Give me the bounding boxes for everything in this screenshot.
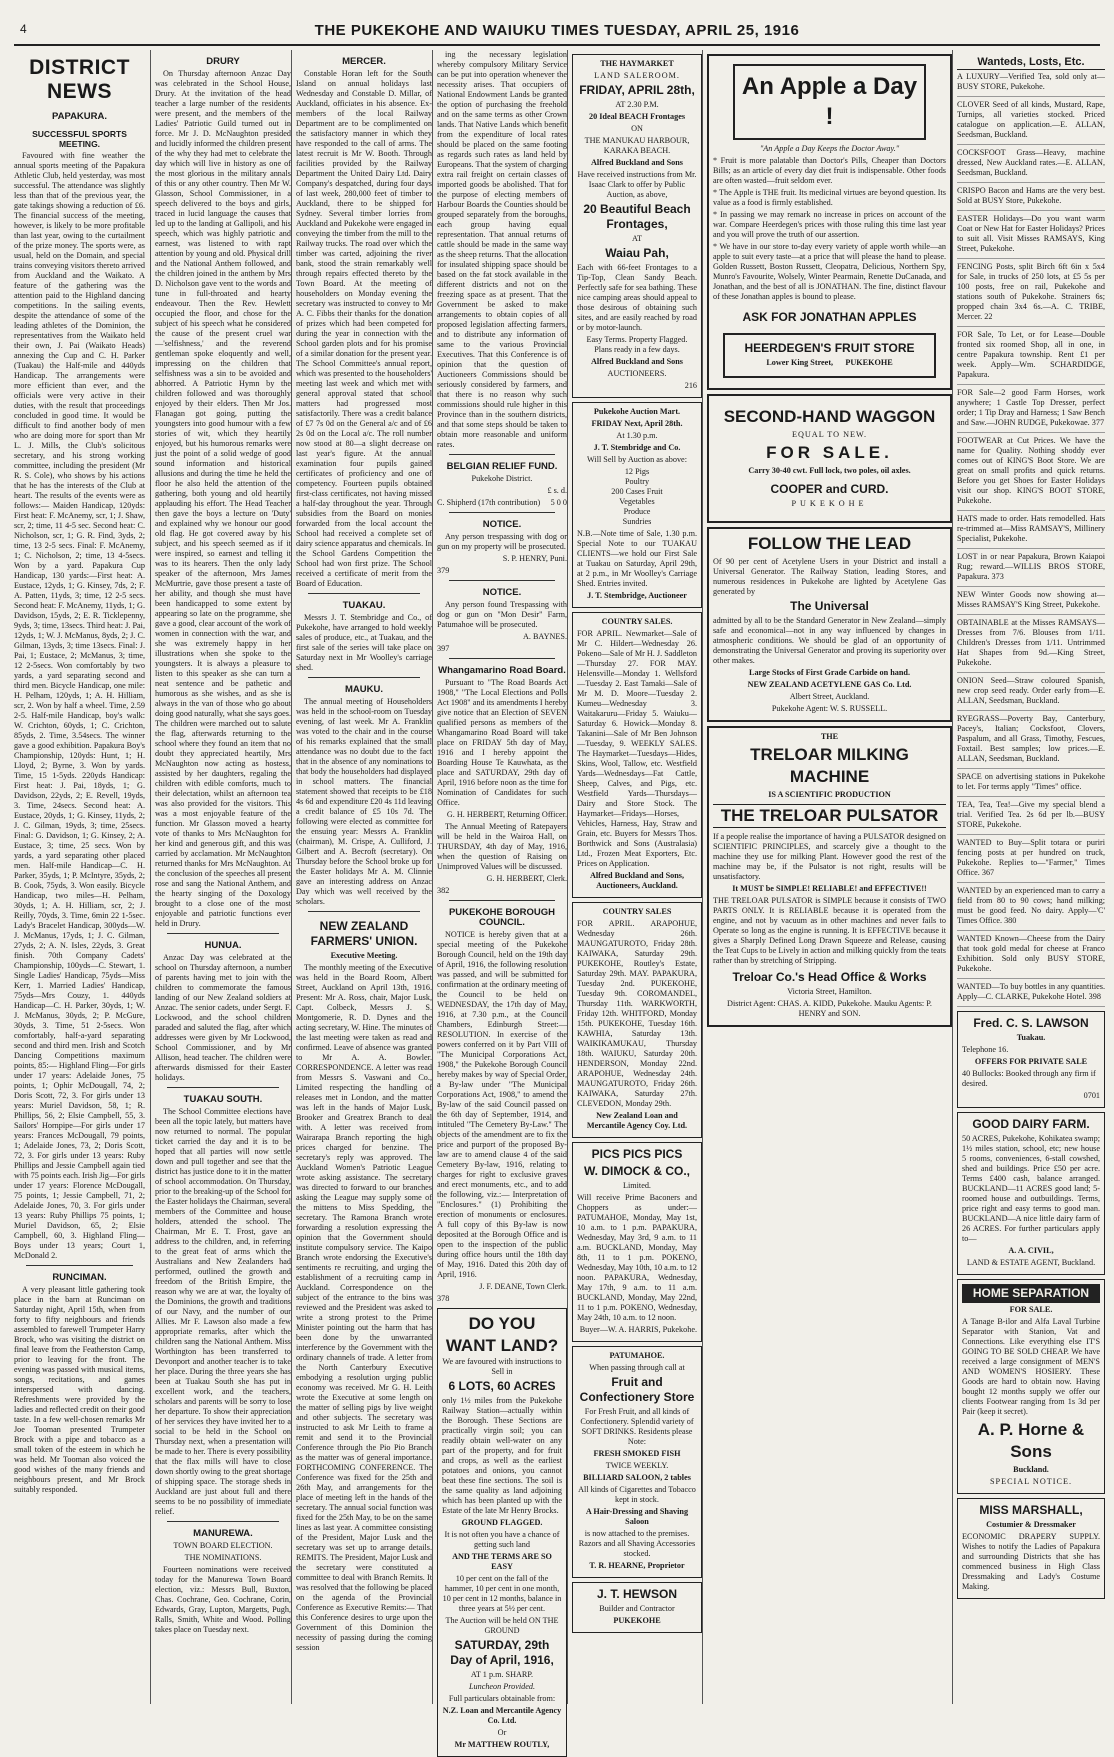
apple-ad-quote: "An Apple a Day Keeps the Doctor Away."	[759, 144, 900, 153]
papakura-subheading: SUCCESSFUL SPORTS MEETING.	[32, 129, 127, 149]
divider	[449, 580, 555, 581]
lawson-town: Tuakau.	[1016, 1033, 1046, 1042]
column-6	[702, 50, 956, 1704]
wanted-item	[957, 772, 1105, 797]
dairy-farm-agent: A. A. CIVIL,	[1008, 1246, 1054, 1255]
wanted-item	[957, 72, 1105, 97]
haymarket-sub: LAND SALEROOM.	[594, 71, 680, 80]
divider	[167, 933, 279, 934]
treloar-address: Victoria Street, Hamilton.	[787, 987, 872, 996]
waggon-ad	[707, 394, 952, 523]
wanted-item	[957, 552, 1105, 587]
land-ad	[437, 1308, 567, 1757]
wanted-item-text: WANTED to Buy—Split totara or puriri fencing posts at per hundred on truck, Pukekohe. Replies to—"Farmer," Times Office. 367	[957, 838, 1105, 877]
divider	[26, 1265, 133, 1266]
hewson-sub: Builder and Contractor	[599, 1604, 675, 1613]
acetylene-text-1: Of 90 per cent of Acetylene Users in your District and install a Universal Generator. The Railway Station, leading Stores, and numerous residences in Pukekohe are lighted by Acetylene Gas generated by	[713, 557, 946, 596]
wanted-item	[957, 886, 1105, 931]
divider	[308, 677, 420, 678]
home-separation-text: A Tanage B-ilor and Alfa Laval Turbine Separator with Stanion, Vat and Connections. Like everything else IT'S GOING TO BE SOLD CHEAP. We have received a large consignment of MEN'S AND WOMEN'S HOSIERY. These Goods are hard to obtain now. Having bought 12 months supply we offer our clients Footwear ranging from 1s 3d per Pair (keep it secret).	[962, 1317, 1100, 1416]
auction-mart-heading: Pukekohe Auction Mart.	[593, 407, 681, 416]
hewson-ad	[572, 1582, 702, 1633]
acetylene-address: Albert Street, Auckland.	[789, 692, 870, 701]
mercer-heading: MERCER.	[342, 56, 386, 67]
land-ad-text-2: only 1½ miles from the Pukekohe Railway Station—actually within the Borough. These Sections are practically virgin soil; you can readily obtain well-water on any part of the property, and for fruit and crops, as well as the earliest potatoes and onions, you cannot beat these fine sections. The soil is the same quality as land adjoining which has been planted up with the Estate of the late Mr Henry Brocks.	[442, 1396, 562, 1515]
lawson-text: 40 Bullocks: Booked through any firm if desired.	[962, 1069, 1096, 1088]
heerdegen-town: PUKEKOHE	[845, 358, 893, 367]
land-ad-agent: N.Z. Loan and Mercantile Agency Co. Ltd.	[442, 1706, 562, 1725]
patumahoe-fish: FRESH SMOKED FISH	[593, 1449, 681, 1458]
wanted-item-text: EASTER Holidays—Do you want warm Coat or New Hat for Easter Holidays? Prices to suit all. Visit Misses RAMSAYS, King Street, Pukekohe.	[957, 214, 1105, 253]
whangamarino-text: Pursuant to "The Road Boards Act 1908," "The Local Elections and Polls Act 1908" and its amendments I hereby give notice that an Election of SEVEN qualified persons as members of the Whangamarino Road Board will take place on FRIDAY 5th day of May, 1916 and I hereby appoint the Boarding House Te Kauwhata, as the place and SATURDAY, 29th day of April, 1916 before noon as the time for Nomination of Candidates for such Office.	[437, 678, 567, 807]
belgian-relief-heading: BELGIAN RELIEF FUND.	[446, 461, 558, 472]
wanted-item-text: FOR Sale, To Let, or for Lease—Double fronted six roomed Shop, all in one, in centre Papakura township. Rent £1 per week. Apply—Wm. SCHARDIDGE, Papakura.	[957, 330, 1105, 379]
farmers-union-article: The monthly meeting of the Executive was held in the Board Room, Albert Street, Auckland on April 13th, 1916. Present: Mr A. Ross, chair, Major Lusk, Capt. Colbeck, Messrs J. S. Montgomerie, R. D. Dynes and the acting secretary, W. Hine. The minutes of the last meeting were taken as read and confirmed. Leave of absence was granted to Mr A. A. Bowler. CORRESPONDENCE. A letter was read from Messrs S. Vaswani and Co., Limited respecting the handling of releases met in London, and the matter was left in the hands of Major Lusk, Brooker and Greatrex Branch to deal with. A letter was received from Wairarapa Branch reporting the high prices charged for benzine. The secretary's reply was approved. The Auckland Women's Patriotic League wrote asking assistance. The secretary was directed to forward to our branches asking the League may supply some of the mittens to Miss Spedding, the secretary. The Ramona Branch wrote forwarding a resolution expressing the opinion that the Government should institute compulsory service. The Kaipo Branch wrote endorsing the Executive's sentiments re recruiting, and urging the establishment of a recruiting camp in Auckland. Correspondence on the subject of the entrance to the bins was reviewed and the President was asked to write a strong protest to the Prime Minister pointing out the harm that has been done by the unwarranted interference by the Government with the ordinary channels of trade. A letter from the North Canterbury Executive embodying a resolution urging public economy was received. Mr G. H. Leith wrote the Executive at some length on the matter of selling pigs by live weight and other subjects. The secretary was instructed to ask Mr Leith to frame a remit and send it to the Provincial Conference through the Pio Pio Branch as the matter was of general importance. FORTHCOMING CONFERENCE. The Conference was fixed for the 25th and 26th May, and arrangements for the place of meeting left in the hands of the secretary. The annual social function was fixed for the 25th May, to be on the same lines as last year. A committee consisting of the President, Major Lusk and the secretary was set up to arrange details. REMITS. The President, Major Lusk and the secretary were constituted a committee to deal with Branch Remits. It was resolved that the following be placed on the agenda of the Provincial Conference as Executive Remits:— That this Conference desires to urge upon the Government of this Dominion the necessity of passing during the coming session	[296, 963, 432, 1652]
apple-ad-text-1: * Fruit is more palatable than Doctor's Pills, Cheaper than Doctors Bills; as an article of every day diet fruit is indispensable. Other foods are often wasted—fruit seldom ever.	[713, 156, 946, 185]
acetylene-heading: FOLLOW THE LEAD	[747, 534, 912, 553]
wanted-item-text: LOST in or near Papakura, Brown Kaiapoi Rug; reward.—WILLIS BROS STORE, Papakura. 373	[957, 552, 1105, 581]
patumahoe-proprietor: T. R. HEARNE, Proprietor	[589, 1561, 685, 1570]
divider	[449, 454, 555, 455]
lawson-telephone: Telephone 16.	[962, 1045, 1009, 1054]
home-separation-sub: FOR SALE.	[1009, 1305, 1053, 1314]
manurewa-article: Fourteen nominations were received today for the Manurewa Town Board election, viz.: Messrs Bull, Buxton, Chas. Cochrane, Geo. Cochrane, Corin, Edwards, Gray, Lupton, Margetts, Pugh, Ralls, Smith, White and Wood. Polling takes place on Tuesday next.	[155, 1565, 291, 1634]
notice-2-text: Any person found Trespassing with dog or gun on "Mon Desir" Farm, Patumahoe will be prosecuted.	[437, 600, 567, 629]
acetylene-company: NEW ZEALAND ACETYLENE GAS Co. Ltd.	[747, 680, 912, 689]
dimock-text: Will receive Prime Baconers and Choppers as under:— PATUMAHOE, Monday, May 1st, 10 a.m. to 1 p.m. PAPAKURA, Wednesday, May 3rd, 9 a.m. to 11 a.m. BUCKLAND, Monday, May 8th, 11 to 1 p.m. POKENO, Wednesday, May 10th, 10 a.m. to 12 noon. PAPAKURA, Wednesday, May 17th, 9 a.m. to 11 a.m. BUCKLAND, Monday, May 22nd, 11 to 1 p.m. POKENO, Wednesday, May 24th, 10 a.m. to 12 noon.	[577, 1193, 697, 1322]
wanted-item-text: TEA, Tea, Tea!—Give my special blend a trial. Verified Tea. 2s 6d per lb.—BUSY STORE, Pukekohe.	[957, 800, 1105, 829]
land-ad-time: AT 1 p.m. SHARP.	[470, 1670, 534, 1679]
wanted-item	[957, 934, 1105, 979]
tuakau-south-article: The School Committee elections have been all the topic lately, but matters have now returned to normal. The popular ticket carried the day and it is to be hoped that all parties will now settle down and pull together and see that the district has justice done to it in the matter of school accommodation. On Thursday, prior to the breaking-up of the School for the Easter holidays the Chairman, several members of the Committee and house holders, attended the school. The Chairman, Mr E. T. Frost, gave an address to the children, and, in referring to the great feat of arms which the Australians and New Zealanders had performed, outlined the growth and freedom of the British Empire, the reason why we are at war, the loyalty of the Dominions, the growth and traditions of our Navy, and the number of our Allies. Mr F. Lawson also made a few appropriate remarks, after which the children sang the National Anthem. Miss Worthington has been transferred to Devonport and another teacher is to take her place. During the three years she has been at Tuakau South she has put in excellent work, and the teachers, scholars and parents will be sorry to lose her departure. To show their appreciation of her services they have invited her to a social to be held in the School on Thursday next, when a presentation will be made to her. There is every possibility that the flax mills will have to close down shortly owing to the great shortage of shipping space. The storage sheds in Auckland are just about full and there seems to be no possibility of immediate relief.	[155, 1107, 291, 1516]
manurewa-subheading-2: THE NOMINATIONS.	[184, 1553, 262, 1562]
column-3	[291, 50, 436, 1704]
column-4	[432, 50, 571, 1749]
column-5	[567, 50, 706, 1704]
borough-council-code: 378	[437, 1294, 450, 1303]
belgian-amount-header: £ s. d.	[547, 486, 567, 495]
wanted-item	[957, 186, 1105, 211]
masthead	[14, 22, 1100, 46]
column-7	[952, 50, 1109, 1704]
divider	[167, 1087, 279, 1088]
divider	[449, 512, 555, 513]
whangamarino-signature-2: G. H. HERBERT, Clerk.	[486, 874, 567, 883]
land-ad-auction: The Auction will be held ON THE GROUND	[445, 1616, 559, 1635]
haymarket-on: ON	[631, 124, 643, 133]
patumahoe-heading: PATUMAHOE.	[609, 1351, 665, 1360]
dimock-heading: W. DIMOCK & CO.,	[584, 1164, 690, 1178]
waggon-text: Carry 30-40 cwt. Full lock, two poles, oil axles.	[748, 466, 911, 475]
notice-1-signature: S. P. HENRY, Puni.	[502, 554, 567, 563]
borough-council-signature: J. F. DEANE, Town Clerk.	[479, 1282, 567, 1291]
treloar-simple: It MUST be SIMPLE! RELIABLE! and EFFECTIVE!!	[732, 884, 927, 893]
wanted-item-text: RYEGRASS—Poverty Bay, Canterbury, Pacey's, Italian; Cocksfoot, Clovers, Paspalum, and all Grass, Timothy, Fescues, Foxtail. Best samples; low prices.—E. ALLAN, Seedsman, Buckland.	[957, 714, 1105, 763]
treloar-office: Treloar Co.'s Head Office & Works	[732, 970, 927, 984]
wanted-item-text: CLOVER Seed of all kinds, Mustard, Rape, Turnips, all varieties stocked. Priced catalogue on application.—E. ALLAN, Seedsman, Buckland.	[957, 100, 1105, 139]
country-sales-1-text: FOR APRIL. Newmarket—Sale of Mr C. Hildert—Wednesday 26. Pokeno—Sale of Mr H. J. Saddleton—Thursday 27. FOR MAY. Helensville—Monday 1. Wellsford—Tuesday 2. East Tamaki—Sale of Mr M. D. Moore—Tuesday 2. Kumeu—Wednesday 3. Waitakaruru—Friday 5. Waiuku—Saturday 6. Howick—Monday 8. Takanini—Sale of Mr Ben Johnson—Tuesday, 9. WEEKLY SALES. The Haymarket—Tuesdays—Hides, Skins, Wool, Tallow, etc. Westfield Yards—Wednesdays—Fat Cattle, Sheep, Calves, and Pigs, etc. Westfield Yards—Thursdays—Dairy and Store Stock. The Haymarket—Fridays—Horses, Vehicles, Harness, Hay, Straw and Grain, etc. Buyers for Messrs Thos. Borthwick and Sons (Australasia) Ltd., Frozen Meat Exporters, Etc. Prices on Application.	[577, 629, 697, 868]
wanted-item-text: COCKSFOOT Grass—Heavy, machine dressed, New Auckland rates.—E. ALLAN, Seedsman, Buckland.	[957, 148, 1105, 177]
column-2	[150, 50, 295, 1704]
lawson-heading: Fred. C. S. LAWSON	[973, 1016, 1089, 1030]
notice-2-heading: NOTICE.	[482, 587, 522, 598]
wanted-item	[957, 800, 1105, 835]
belgian-entry-name: C. Shipherd (17th contribution)	[437, 498, 541, 507]
tuakau-heading: TUAKAU.	[342, 600, 386, 611]
land-ad-text-3: It is not often you have a chance of getting such land	[444, 1530, 560, 1549]
lawson-ad	[957, 1011, 1105, 1108]
country-sales-1-signature: Alfred Buckland and Sons, Auctioneers, Auckland.	[589, 871, 685, 890]
treloar-the: THE	[820, 732, 839, 741]
wanted-item	[957, 714, 1105, 769]
heerdegen-address	[731, 358, 928, 368]
runciman-article: A very pleasant little gathering took place in the barn at Runciman on Saturday night, April 15th, when from forty to fifty neighbours and friends assembled to farewell Trumpeter Harry Brock, who was visiting the district on final leave from the Featherston Camp, prior to leaving for the front. The evening was passed with musical items, songs, recitations, and games interspersed with dancing. Refreshments were provided by the ladies and reflected credit on their good taste. In a few well-chosen remarks Mr Joe Tooman presented Trumpeter Brock with a pipe and tobacco as a small token of the esteem in which he was held. Mr Tooman also voiced the good wishes of the many friends and neighbours present, and Mr Brock suitably responded.	[14, 1285, 145, 1494]
marshall-text: ECONOMIC DRAPERY SUPPLY. Wishes to notify the Ladies of Papakura and surrounding Districts that she has commenced business in High Class Dressmaking and Lady's Costume Making.	[962, 1532, 1100, 1591]
wanted-item	[957, 388, 1105, 433]
wanted-item	[957, 330, 1105, 385]
wanted-item	[957, 436, 1105, 511]
marshall-heading: MISS MARSHALL,	[979, 1503, 1083, 1517]
hewson-place: PUKEKOHE	[613, 1616, 661, 1625]
wanted-item	[957, 100, 1105, 145]
home-separation-ad	[957, 1279, 1105, 1494]
patumahoe-text-3: All kinds of Cigarettes and Tobacco kept in stock.	[578, 1485, 696, 1504]
whangamarino-signature: G. H. HERBERT, Returning Officer.	[446, 810, 567, 819]
patumahoe-fish-2: TWICE WEEKLY.	[605, 1461, 669, 1470]
notice-2-code: 397	[437, 644, 450, 653]
district-news-heading: DISTRICT NEWS	[29, 56, 130, 103]
land-ad-lots: 6 LOTS, 60 ACRES	[448, 1379, 556, 1393]
haymarket-lots: 20 Ideal BEACH Frontages	[588, 112, 686, 121]
auction-mart-text: Will Sell by Auction as above:	[587, 455, 687, 464]
heerdegen-name: HEERDEGEN'S FRUIT STORE	[744, 341, 915, 355]
notice-1-heading: NOTICE.	[482, 519, 522, 530]
divider	[449, 900, 555, 901]
auction-mart-signature: J. T. Stembridge, Auctioneer	[587, 591, 687, 600]
haymarket-agent: Alfred Buckland and Sons	[591, 158, 683, 167]
farmers-union-heading: NEW ZEALAND FARMERS' UNION.	[310, 919, 418, 948]
haymarket-at: AT	[631, 234, 642, 243]
waggon-sub: EQUAL TO NEW.	[791, 430, 868, 439]
mercer-article: Constable Horan left for the South Island on annual holidays last Wednesday and Constable D. Millar, of Auckland, officiates in his absence. Ex-members of the local Railway Department are to be complimented on the satisfactory manner in which they have responded to the call of arms. The latest recruit is Mr W. Booth. Through facilities provided by the Railway Department the United Dairy Ltd. Dairy Company's despatched, during four days of last week, 280,000 feet of timber to Auckland, there to be shipped for Sydney. Several timber lorries from Auckland and Pukekohe were engaged in conveying the timber from the mill to the Railway trucks. The road over which the timber was carted, adjoining the river bank, stood the strain remarkably well through repairs effected thereto by the Town Board. At the meeting of householders on Monday evening the secretary was instructed to convey to Mr A. C. Fibbs their thanks for the donation of prizes which had been competed for during the year in connection with the School garden plots and for his promise of a similar donation for the present year. The School Committee's annual report, which was presented to the householders' meeting last week and which met with general approval stated that school matters had progressed most satisfactorily. There was a credit balance of £7 7s 0d on the General a/c and of £6 2s 0d on the Local a/c. The roll number now stood at 80—a slight decrease on last year's figure. At the annual examination four pupils gained certificates of proficiency and one of competency. Fourteen pupils obtained first-class certificates, not having missed a half-day throughout the year. Through subsidies from the Board on monies forwarded from the local account the School had received a complete set of dairy science apparatus and chemicals. In the School Gardens Competition the School had won first prize. The School received a certificate of merit from the Board of Education.	[296, 69, 432, 588]
dairy-farm-ad	[957, 1112, 1105, 1275]
land-ad-terms: AND THE TERMS ARE SO EASY	[452, 1552, 552, 1571]
treloar-heading: TRELOAR MILKING MACHINE	[750, 745, 909, 786]
haymarket-place: THE MANUKAU HARBOUR, KARAKA BEACH.	[584, 136, 690, 155]
dairy-farm-text: 50 ACRES, Pukekohe, Kohikatea swamp; 1½ miles station, school, etc; new house 5 rooms, conveniences, 6-stall cowshed, shed and buildings. Price £50 per acre. Terms £400 cash, balance arranged. BUCKLAND—11 ACRES good land; 5-roomed house and outbuildings. Terms, price right and easy terms to good man. BUCKLAND—A nice little dairy farm of 26 ACRES. For further particulars apply to—	[962, 1134, 1100, 1243]
heerdegen-street: Lower King Street,	[766, 358, 834, 367]
auction-mart-items: 12 Pigs Poultry 200 Cases Fruit Vegetables Produce Sundries	[611, 467, 663, 526]
wanted-item	[957, 982, 1105, 1007]
land-ad-date: SATURDAY, 29th Day of April, 1916,	[450, 1638, 554, 1667]
haymarket-agent-2: Alfred Buckland and Sons	[591, 357, 683, 366]
marshall-sub: Costumier & Dressmaker	[986, 1520, 1076, 1529]
wanted-item	[957, 838, 1105, 883]
hunua-heading: HUNUA.	[204, 940, 242, 951]
dimock-limited: Limited.	[623, 1181, 651, 1190]
land-ad-heading: DO YOU WANT LAND?	[445, 1314, 559, 1355]
treloar-text-2: THE TRELOAR PULSATOR is SIMPLE because it consists of TWO PARTS ONLY. It is RELIABLE because it is operated from the engine, and not by vacuum as in other machines and never fails to Operate so long as the engine is running. It is EFFECTIVE because it gives a Sharply Defined Long Drawn Squeeze and Release, causing the Teat Cups to be Lively in action and milking quickly from the teats rather than by stretching of Stripping.	[713, 896, 946, 965]
patumahoe-text-2: For Fresh Fruit, and all kinds of Confectionery. Splendid variety of SOFT DRINKS. Residents please Note:	[580, 1407, 694, 1446]
borough-council-heading: PUKEKOHE BOROUGH COUNCIL.	[448, 907, 556, 928]
auction-mart-note: N.B.—Note time of Sale, 1.30 p.m. Special Note to our TUAKAU CLIENTS—we hold our First Sale at Tuakau on Saturday, April 29th, at 2 p.m., in Mr Woolley's Carriage Shed. Entries invited.	[577, 529, 697, 588]
dairy-farm-heading: GOOD DAIRY FARM.	[972, 1117, 1090, 1131]
haymarket-auctioneers: AUCTIONEERS.	[607, 369, 667, 378]
haymarket-text: Have received instructions from Mr. Isaac Clark to offer by Public Auction, as above,	[577, 170, 697, 199]
notice-1-code: 379	[437, 566, 450, 575]
treloar-pulsator-heading: THE TRELOAR PULSATOR	[713, 804, 946, 828]
manurewa-heading: MANUREWA.	[193, 1528, 253, 1539]
apple-ad-text-4: * We have in our store to-day every variety of apple worth while—an apple to suit every taste—at a price that will please the hand to please. Golden Russett, Boston Russett, Cleopatra, Delicious, Northern Spy, Munro's Favourite, Wolsely, Winter Pearmain, Renette DuCanada, and Jonathan, and the best of all is JONATHAN. The fine, distinct flavour of these Jonathan apples is bound to please.	[713, 242, 946, 301]
farmers-union-subheading: Executive Meeting.	[330, 951, 398, 960]
mauku-heading: MAUKU.	[345, 684, 383, 695]
land-ad-agent-2: Mr MATTHEW ROUTLY,	[454, 1740, 550, 1749]
haymarket-code: 216	[684, 381, 697, 390]
apple-ad-ask: ASK FOR JONATHAN APPLES	[742, 310, 917, 324]
auction-mart-date: FRIDAY Next, April 28th.	[591, 419, 683, 428]
manurewa-subheading: TOWN BOARD ELECTION.	[173, 1541, 273, 1550]
masthead-title: THE PUKEKOHE AND WAIUKU TIMES TUESDAY, APRIL 25, 1916	[314, 22, 800, 39]
apple-ad-text-3: * In passing we may remark no increase in prices on account of the war. Compare Heerdegen's prices with those ruling this time last year and you will prove the truth of our assertion.	[713, 210, 946, 239]
horne-notice: SPECIAL NOTICE.	[989, 1477, 1072, 1486]
patumahoe-text: When passing through call at	[589, 1363, 685, 1372]
nz-loan-heading: New Zealand Loan and Mercantile Agency Coy. Ltd.	[586, 1111, 688, 1130]
horne-heading: A. P. Horne & Sons	[977, 1420, 1085, 1461]
wanted-item-text: NEW Winter Goods now showing at—Misses RAMSAY'S King Street, Pukekohe.	[957, 590, 1105, 609]
land-ad-text-1: We are favoured with instructions to Sell in	[442, 1357, 562, 1376]
waggon-heading: SECOND-HAND WAGGON	[723, 407, 936, 426]
haymarket-terms: Easy Terms. Property Flagged. Plans ready in a few days.	[586, 335, 688, 354]
patumahoe-ad	[572, 1346, 702, 1578]
tuakau-south-heading: TUAKAU SOUTH.	[183, 1094, 263, 1105]
dairy-farm-agent-2: LAND & ESTATE AGENT, Buckland.	[966, 1258, 1096, 1267]
remits-continued: ing the necessary legislation whereby compulsory Military Service can be put into operation whenever the necessity arises. That occupiers of National Endowment Lands be granted the option of purchasing the freehold and on the same terms as other Crown lands. That Native Lands which benefit from the expenditure of local rates should be placed on the same footing as regards such rates as land held by Europeans. That the system of charging extra rail freight on certain classes of imported goods be abolished. That for the purpose of electing members of Harbour Boards the Counties should be grouped separately from the boroughs, each group having equal representation. That annual returns of cattle should be made in the same way as the sheep returns. That the allocation for insulated shipping space should be based on the fat stock available in the different districts and not on the freezing space as at present. That the Government be asked to make arrangements to obtain copies of all proposed legislation affecting farmers, and to distribute any information of same to the various Provincial Executives. That this Conference is of opinion that the question of Auctioneers Commissions should be seriously considered by farmers, and that there is no reason why such commissions should rule higher in this Province than in the southern districts, and that some steps should be taken to obtain more reasonable and uniform rates.	[437, 50, 567, 449]
land-ad-info: Full particulars obtainable from:	[448, 1694, 556, 1703]
haymarket-lots-2: 20 Beautiful Beach Frontages,	[583, 202, 691, 231]
acetylene-brand: The Universal	[790, 599, 869, 613]
waggon-town: PUKEKOHE	[791, 499, 868, 508]
wanted-item-text: HATS made to order. Hats remodelled. Hats re-trimmed at—Miss RAMSAY'S, Millinery Specialist, Pukekohe.	[957, 514, 1105, 543]
land-ad-flagged: GROUND FLAGGED.	[461, 1518, 543, 1527]
land-ad-or: Or	[497, 1728, 507, 1737]
treloar-sub: IS A SCIENTIFIC PRODUCTION	[768, 790, 891, 799]
wanted-item	[957, 214, 1105, 259]
wanted-item-text: CRISPO Bacon and Hams are the very best. Sold at BUSY Store, Pukekohe.	[957, 186, 1105, 205]
belgian-relief-subheading: Pukekohe District.	[471, 474, 533, 483]
wanted-item	[957, 148, 1105, 183]
wanteds-heading: Wanteds, Losts, Etc.	[957, 57, 1105, 70]
lawson-code: 0701	[1083, 1091, 1100, 1100]
dimock-ad	[572, 1142, 702, 1342]
auction-mart-agent: J. T. Stembridge and Co.	[593, 443, 681, 452]
wanted-item	[957, 618, 1105, 673]
wanted-item	[957, 262, 1105, 327]
haymarket-heading: THE HAYMARKET	[600, 59, 674, 68]
auction-mart-time: At 1.30 p.m.	[616, 431, 658, 440]
notice-2-signature: A. BAYNES.	[522, 632, 567, 641]
drury-article: On Thursday afternoon Anzac Day was celebrated in the School House, Drury. At the invitation of the head teacher a large number of the residents were present, and the members of the Ladies' Patriotic Guild turned out in force. Mr J. D. McNaughton presided and lucidly informed the children present of the why they had met to celebrate the day which will live in history as one of the most glorious in the military annals of this or any other country. Then Mr W. Glasson, School Commissioner, in a speech delivered to the boys and girls, traced in lucid language the causes that led up to the landing at Gallipoli, and his speech, which was highly patriotic and earnest, was listened to with rapt attention by young and old. Physical drill and the National Anthem followed, and the children joined in the anthem by Mrs D. Nicholson gave vent to the words and tune in full-throated and hearty endeavour. Then the Rev. Hewlett occupied the floor, and chose for the subject of his speech what he considered the cause of the present cruel war—'selfishness,' and the reverend gentleman spoke eloquently and well, impressing on the children that selfishness was a sin to be avoided and abhorred. A Patriotic Hymn by the children followed and was thoroughly enjoyed by their elders. Then Mr Jos. Flanagan got going, putting the youngsters into good humour with a few stories of wit, which they heartily enjoyed, but his humorous remarks were just the point of a solid wedge of good sound information and historical allusions and during the time he held the floor he also held the attention of the gathering, both young and old heartily applauding his effort. The Head Teacher then gave the boys a lecture on 'Duty' and explained why we honour our good old flag. He got covered away by his subject, and his speech seemed as if it were inspired, so earnest and telling it was to its hearers. Then the only lady speaker of the afternoon, Mrs James McMurtrie, gave those present a taste of her ability, and though she must have been handicapped to some extent by appearing so late on the programme, she gave a good, clear account of the work of women in connection with the war, and she was extremely happy in her illustrations when she spoke to the youngsters. It is always a pleasure to listen to this speaker as she can turn a neat sentence and be pathetic and humorous as she wishes, and as she is always in the van of those who go about doing good naturally, what she says goes. The children were marched out to salute the flag, afterwards returning to the school where they found an item that no doubt they appreciated heartily, Mrs McNaughton now acting as hostess, assisted by her daughters, regaling the children with edible comforts, much to their delectation, whilst an afternoon tea was also provided for the visitors. This was a most enjoyable feature of the function. Mr Glasson moved a hearty vote of thanks to Mrs McNaughton for her kind and generous gift, and this was carried by acclamation. Mr McNaughton returned thanks for Mrs McNaughton. At the conclusion of the speeches all present rose and sang the National Anthem, and the hearty singing of the Doxology brought to a close one of the most enjoyable and patriotic functions ever held in Drury.	[155, 69, 291, 928]
wanted-item	[957, 590, 1105, 615]
wanted-item-text: ONION Seed—Straw coloured Spanish, new crop seed ready. Order early from—E. ALLAN, Seedsman, Buckland.	[957, 676, 1105, 705]
borough-council-text: NOTICE is hereby given that at a special meeting of the Pukekohe Borough Council, held on the 19th day of April, 1916, the following resolution was passed, and will be submitted for confirmation at the ordinary meeting of the Council to be held on WEDNESDAY, the 17th day of May, 1916, at 7.30 p.m., at the Council Chambers, Edinburgh Street:— RESOLUTION. In exercise of the powers conferred on it by Part VIII of "The Municipal Corporations Act, 1908," the Pukekohe Borough Council hereby makes by way of Special Order, a By-law under "The Municipal Corporations Act, 1908," to amend the By-law of the said Council passed on the 6th day of September, 1914, and intituled "The Cemetery By-Law." The objects of the amendment are to fix the price and purport of the proposed By-law are to amend clause 4 of the said Cemetery By-law, 1916, relating to charges for right to exclusive graves and erect monuments, etc., and to add the following, viz.:— Interpretation of "Enclosures." (1) Prohibiting the erection of monuments or enclosures. A full copy of this By-law is now deposited at the Borough Office and is open to the inspection of the public during office hours until the 18th day of May, 1916. Dated this 20th day of April, 1916.	[437, 930, 567, 1279]
belgian-entry-amount: 5 0 0	[550, 498, 567, 507]
runciman-heading: RUNCIMAN.	[52, 1272, 107, 1283]
papakura-heading: PAPAKURA.	[51, 111, 108, 122]
divider	[308, 593, 420, 594]
haymarket-text-2: Each with 66-feet Frontages to a Tip-Top, Clean Sandy Beach. Perfectly safe for sea bathing. These nice camping areas should appeal to those desirous of obtaining such sites, and are easily reached by road or by motor-launch.	[577, 263, 697, 332]
treloar-agents: District Agent: CHAS. A. KIDD, Pukekohe. Mauku Agents: P. HENRY and SON.	[727, 999, 932, 1018]
acetylene-ad	[707, 527, 952, 722]
haymarket-date: FRIDAY, APRIL 28th,	[579, 83, 695, 97]
wanted-item-text: OBTAINABLE at the Misses RAMSAYS—Dresses from 7/6. Blouses from 1/11. Children's Dresses from 1/11. Untrimmed Hat Shapes from 9d.—King Street, Pukekohe.	[957, 618, 1105, 667]
column-1	[14, 50, 149, 1704]
wanted-item	[957, 514, 1105, 549]
acetylene-stock: Large Stocks of First Grade Carbide on hand.	[748, 668, 911, 677]
country-sales-2-heading: COUNTRY SALES	[602, 907, 672, 916]
tuakau-article: Messrs J. T. Stembridge and Co., of Pukekohe, have arranged to hold weekly sales of produce, etc., at Tuakau, and the first sale of the series will take place on Saturday next in Mr Woolley's carriage shed.	[296, 613, 432, 672]
belgian-entry	[437, 498, 567, 508]
wanted-item-text: FOOTWEAR at Cut Prices. We have the name for Quality. Nothing shoddy ever comes out of KING'S Boot Store. We are great on small profits and quick returns. Before you get Shoes for Easter Holidays visit our shop. KING'S BOOT STORE, Pukekohe.	[957, 436, 1105, 505]
country-sales-2-ad	[572, 902, 702, 1138]
mauku-article: The annual meeting of Householders was held in the school-room on Tuesday evening, of last week. Mr A. Franklin was voted to the chair and in the course of his remarks explained that the small attendance was no doubt due to the fact that in the absence of any nominations to that body the householders had displayed in school matters. The financial statement showed that receipts to be £18 4s 6d and expenditure £20 4s 11d leaving a credit balance of £5 10s 7d. The following were elected as committee for the ensuing year: Messrs A. Franklin (chairman), M. Crispe, A. Culliford, J. Gilbert and A. Becroft (secretary). On Thursday before the School broke up for the Easter holidays Mr A. M. Clinnie gave an interesting address on Anzac Day which was well received by the scholars.	[296, 697, 432, 906]
acetylene-text-2: admitted by all to be the Standard Generator in New Zealand—simply safe and economical—not in any way influenced by changes in atmospheric conditions. We should be glad of an opportunity of demonstrating the Universal Generator and proving its superiority over other makes.	[713, 616, 946, 665]
patumahoe-text-4: is now attached to the premises. Razors and all Shaving Accessories stocked.	[578, 1529, 696, 1558]
auction-mart-ad	[572, 402, 702, 608]
hewson-heading: J. T. HEWSON	[596, 1587, 677, 1601]
waggon-sale: FOR SALE.	[766, 443, 893, 462]
patumahoe-shop: Fruit and Confectionery Store	[579, 1375, 695, 1404]
page-number: 4	[20, 22, 28, 36]
wanted-item-text: WANTED—To buy bottles in any quantities. Apply—C. CLARKE, Pukekohe Hotel. 398	[957, 982, 1105, 1001]
whangamarino-text-2: The Annual Meeting of Ratepayers will be held in the Wairoa Hall, on THURSDAY, 4th day of May, 1916, when the question of Raising on Unimproved Values will be discussed.	[437, 822, 567, 871]
wanted-item-text: FOR Sale—2 good Farm Horses, work anywhere; 1 Castle Top Dresser, perfect order; 1 Tip Dray and Harness; 1 Saw Bench and Saw.—JOHN RUDGE, Pukekowae. 377	[957, 388, 1105, 427]
country-sales-2-text: FOR APRIL. ARAPOHUE, Wednesday 26th. MAUNGATUROTO, Friday 28th. KAIWAKA, Saturday 29th. PUKEKOHE, Routley's Estate, Saturday 29th. MAY. PAPAKURA, Tuesday 2nd. PUKEKOHE, Tuesday 9th. COROMANDEL, Thursday 11th. WARKWORTH, Friday 12th. WHITFORD, Monday 15th. PUKEKOHE, Tuesday 16th. KAWHIA, Saturday 13th. WAIKIKAMUKAU, Thursday 18th. WAIUKU, Saturday 20th. HENDERSON, Monday 22nd. ARAPOHUE, Wednesday 24th. MAUNGATUROTO, Friday 26th. KAIWAKA, Saturday 27th. CLEVEDON, Monday 29th.	[577, 919, 697, 1108]
waggon-signature: COOPER and CURD.	[770, 482, 889, 496]
apple-ad	[707, 54, 952, 390]
heerdegen-box	[723, 333, 936, 378]
lawson-offer: OFFERS FOR PRIVATE SALE	[974, 1057, 1088, 1066]
divider	[167, 1521, 279, 1522]
treloar-ad	[707, 726, 952, 1027]
country-sales-1-ad	[572, 612, 702, 898]
papakura-article: Favoured with fine weather the annual sports meeting of the Papakura Athletic Club, held yesterday, was most successful. The attendance was slightly less than that of the previous year, the gate takings showing a reduction of £6. The financial success of the meeting, however, is likely to be more profitable than last year, owing to the curtailment of the prize money. The sports were, as usual, held on the Domain, and special trains conveying visitors thereto arrived from Auckland and the Waikato. A feature of the gathering was the attention paid to the Highland dancing competitions. In the sailing events, despite the attendance of some of the leading athletes of the Dominion, the representatives from the Waikato held their own, J. Pai (Waikato Heads) annexing the Cup and C. H. Parker (Tuakau) the Half-mile and 440yds Handicap. The arrangements were more efficient than ever, and the officials were very active in their duties, with the result that proceedings concluded in good time. It would be difficult to find another body of men who are doing more for sport than Mr L. J. Mills, the Club's solicitous secretary, and his strong working committee, including the president (Mr R. S. Cole), who shows by his actions that he has the interests of the Club at heart. The results of the events were as follows:— Maiden Handicap, 120yds: First heat: F. McAnemy, scr, 1; J. Shaw, scr, 2; time, 11 4-5 sec. Second heat: C. Nicholson, scr, 1; G. R. Find, 3yds, 2; time, 13 2-5 secs. Final: F. McAnemy, 1; C. Nicholson, 2; time, 13 4-5secs. Won by a yard. Papakura Cup Handicap, 130 yards:—First heat: A. Eustace, 12yds, 1; G. Kinsey, 7ds, 2; F. A. Patten, 11yds, 3; time, 12 2-5 secs. Second heat: F. McAnemy, 11yds, 1; G. Davidson, 15yds, 2; E. R. Ticklepenny, 9yds, 3; time, 13secs. Third heat: J. Pai, 12yds, 1; W. J. McManus, 8yds, 2; J. C. Gilman, 13yds, 3; time 13secs. Final: J. Pai, 1; Eustace, 2; McManus, 3; time, 12 2-5secs. Won comfortably by two yards, a yard separating second and third men. Bicycle Handicap, one mile: H. Pelham, 120yds, 1; A. H. Hilliam, scr, 2. Won by half a wheel. Time, 2.59 2-5. Half-mile Handicap, boy's walk: W. Crichton, 60yds, 1; C. Crichton, 85yds, 2. Time, 3.54secs. The winner gave a good exhibition. Papakura Boy's Championship, 120yds: Hunt, 1; H. Lloyd, 2; Byrne, 3. Won by yards. Time, 15 1-5yds. 220yds Handicap: First heat: J. Pai, 18yds, 1; G. Davidson, 22yds, 2; E. Revell, 19yds, 3. Time, 24secs. Second heat: A. Eustace, 20yds, 1; G. Kinsey, 11yds, 2; J. C. Gilman, 19yds, 3; time, 25secs. Final: G. Davidson, 1; G. Kinsey, 2; A. Eustace, 3; time, 25 secs. Won by yards, a yard separating other placed men. Half-mile Handicap—C. H. Parker, 35yds, 1; P. McIntyre, 35yds, 2; B. Cook, 75yds, 3. Won easily. Bicycle Handicap, two miles—H. Pelham, 30yds, 1; A. H. Hilliam, scr, 2; J. Reilly, 70yds, 3. Time, 6min 22 1-5sec. Lady's Bracelet Handicap, 300yds—W. J. McManus, 17yds, 1; J. C. Gilman, 27yds, 2; A. N. Isles, 22yds, 3. Great finish. 70th Company Cadets' Championship, 100yds—C. Stewart, 1. Single Ladies' Handicap, 75yds—Miss Kerr, 1. Married Ladies' Handicap, 75yds—Mrs Couzy, 1. 440yds Handicap—C. H. Parker, 30yds, 1; W. J. McManus, 30yds, 2; P. McGure, 30yds, 3. Time, 51 2-5secs. Won comfortably, half-a-yard separating second and third men. Irish and Scotch Dancing Competitions maximum points, 85:— Highland Fling—For girls under 17 years: Adelaide Jones, 75 points, 1; Ophir McDougall, 74, 2; Doris Scott, 72, 3. For girls under 13 years: Muriel Davidson, 58, 1; R. Phillips, 56, 2; Elsie Campbell, 55, 3. Sailors' Hornpipe—For girls under 17 years: Frances McDougall, 79 points, 1; Adelaide Jones, 73, 2; Doris Scott, 72, 3. For girls under 13 years: Ruby Phillips and Jessie Campbell again tied with 75 points each. Irish Jig—For girls under 17 years: Florence McDougall, 75 points, 1; Jessie Campbell, 71, 2; Adelaide Jones, 70, 3. For girls under 13 years: Ruby Phillips 75 points, 1; Muriel Davidson, 65, 2; Elsie Campbell, 60, 3. Highland Fling—Boys under 13 years; Court 1, McDonald 2.	[14, 151, 145, 1260]
wanted-item-text: FENCING Posts, split Birch 6ft 6in x 5x4 for Sale, in trucks of 250 lots, at £5 5s per 100 posts, free on rail, Pukekohe and stations south of Pukekohe. Strainers 6s; propped chain 3x4 6s.—A. C. TRIBE, Mercer. 22	[957, 262, 1105, 321]
notice-1-text: Any person trespassing with dog or gun on my property will be prosecuted.	[437, 532, 567, 551]
horne-town: Buckland.	[1013, 1465, 1049, 1474]
whangamarino-code: 382	[437, 886, 450, 895]
home-separation-heading: HOME SEPARATION	[962, 1284, 1100, 1303]
country-sales-1-heading: COUNTRY SALES.	[601, 617, 673, 626]
wanted-item-text: A LUXURY—Verified Tea, sold only at—BUSY STORE, Pukekohe.	[957, 72, 1105, 91]
wanted-item-text: WANTED by an experienced man to carry a field from 80 to 90 cows; hand milking; must be good feed. No dairy. Apply—'C' Times Office. 380	[957, 886, 1105, 925]
land-ad-lunch: Luncheon Provided.	[468, 1682, 536, 1691]
acetylene-agent: Pukekohe Agent: W. S. RUSSELL.	[771, 704, 888, 713]
divider	[308, 911, 420, 912]
haymarket-time: AT 2.30 P.M.	[615, 100, 659, 109]
patumahoe-hair: A Hair-Dressing and Shaving Saloon	[585, 1507, 689, 1526]
apple-ad-heading: An Apple a Day !	[733, 64, 926, 140]
haymarket-ad	[572, 54, 702, 398]
wanteds-list	[957, 72, 1105, 1007]
drury-heading: DRURY	[206, 56, 240, 67]
land-ad-text-4: 10 per cent on the fall of the hammer, 10 per cent in one month, 10 per cent in 12 months, balance in three years at 5½ per cent.	[442, 1574, 562, 1613]
apple-ad-text-2: * The Apple is THE fruit. Its medicinal virtues are beyond question. Its value as a food is firmly established.	[713, 188, 946, 207]
patumahoe-saloon: BILLIARD SALOON, 2 tables	[583, 1473, 691, 1482]
dimock-buyer: Buyer—W. A. HARRIS, Pukekohe.	[579, 1325, 697, 1334]
haymarket-place-2: Waiau Pah,	[605, 246, 669, 260]
wanted-item-text: SPACE on advertising stations in Pukekohe to let. For terms apply "Times" office.	[957, 772, 1105, 791]
divider	[449, 658, 555, 659]
wanted-item	[957, 676, 1105, 711]
hunua-article: Anzac Day was celebrated at the school on Thursday afternoon, a number of parents having met to join with the children to commemorate the famous landing of our New Zealand soldiers at Anzac. The senior cadets, under Sergt. F. Lockwood, and the school children paraded and saluted the flag, after which addresses were given by Mr Lockwood, School Commissioner, and by Mr Allison, head teacher. The children were afterwards dismissed for their Easter holidays.	[155, 953, 291, 1082]
pics-heading: PICS PICS PICS	[591, 1147, 683, 1161]
wanted-item-text: WANTED Known—Cheese from the Dairy that took gold medal for cheese at Franco Exhibition. Sold only BUSY STORE, Pukekohe.	[957, 934, 1105, 973]
marshall-ad	[957, 1498, 1105, 1599]
whangamarino-heading: Whangamarino Road Board.	[438, 665, 566, 676]
treloar-text-1: If a people realise the importance of having a PULSATOR designed on SCIENTIFIC PRINCIPLES, and scarcely give a thought to the machine they use for milking Plant. However good the rest of the machine may be, if the Pulsator is not right, results will be unsatisfactory.	[713, 832, 946, 881]
